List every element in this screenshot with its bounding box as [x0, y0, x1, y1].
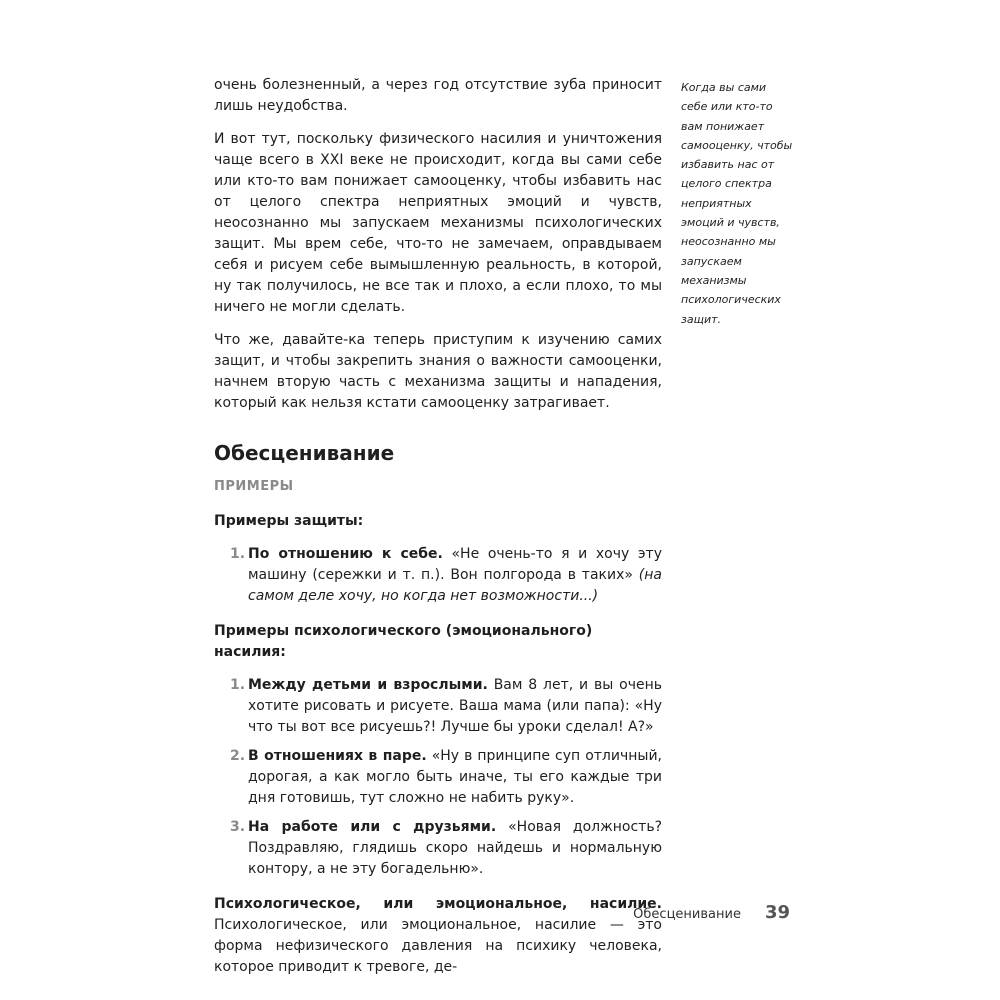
list-item-text: Вам 8 лет, и вы очень хотите рисовать и рисуете. Ваша мама (или папа): «Ну что ты вот все рисуешь?! Лучше бы уроки сделал! А?» — [248, 677, 663, 735]
violence-examples-list — [214, 675, 662, 880]
list-item-number: 3. — [230, 819, 246, 835]
page-footer — [520, 902, 790, 923]
examples-subheading: ПРИМЕРЫ — [214, 479, 294, 494]
defense-examples-label: Примеры защиты: — [214, 513, 364, 529]
body-paragraph-2: И вот тут, поскольку физического насилия и уничтожения чаще всего в XXI веке не происходит, когда вы сами себе или кто-то вам понижает самооценку, чтобы избавить нас от целого спектра неприятных эмоций и чувств, неосознанно мы запускаем механизмы психологических защит. Мы врем себе, что-то не замечаем, оправдываем себя и рисуем себе вымышленную реальность, в которой, ну так получилось, не все так и плохо, а если плохо, то мы ничего не могли сделать. — [214, 131, 662, 315]
list-item-lead: Между детьми и взрослыми. — [248, 677, 488, 693]
list-item-number: 1. — [230, 546, 246, 562]
page-number: 39 — [764, 902, 790, 923]
section-title: Обесценивание — [214, 441, 395, 465]
list-item — [214, 544, 662, 607]
list-item — [214, 675, 662, 738]
definition-text: Психологическое, или эмоциональное, насилие — это форма нефизического давления на психику человека, которое приводит к тревоге, де- — [214, 917, 662, 975]
violence-examples-label: Примеры психологического (эмоционального) насилия: — [214, 623, 593, 660]
list-item-number: 2. — [230, 748, 246, 764]
list-item-lead: По отношению к себе. — [248, 546, 443, 562]
list-item-lead: На работе или с друзьями. — [248, 819, 497, 835]
list-item-lead: В отношениях в паре. — [248, 748, 427, 764]
list-item-text: «Новая должность? Поздравляю, глядишь скоро найдешь и нормальную контору, а не эту богадельню». — [248, 819, 662, 877]
main-text-column — [214, 75, 662, 990]
margin-note: Когда вы сами себе или кто-то вам понижает самооценку, чтобы избавить нас от целого спектра неприятных эмоций и чувств, неосознанно мы запускаем механизмы психологических защит. — [681, 81, 793, 326]
defense-examples-list — [214, 544, 662, 607]
definition-term: Психологическое, или эмоциональное, насилие. — [214, 896, 662, 912]
list-item-text: «Ну в принципе суп отличный, дорогая, а как могло быть иначе, ты его каждые три дня готовишь, тут сложно не набить руку». — [248, 748, 662, 806]
running-title: Обесценивание — [633, 907, 741, 922]
list-item — [214, 817, 662, 880]
list-item — [214, 746, 662, 809]
body-paragraph-3: Что же, давайте-ка теперь приступим к изучению самих защит, и чтобы закрепить знания о важности самооценки, начнем вторую часть с механизма защиты и нападения, который как нельзя кстати самооценку затрагивает. — [214, 332, 662, 411]
list-item-italic-note: (на самом деле хочу, но когда нет возможности...) — [248, 567, 662, 604]
list-item-text: «Не очень-то я и хочу эту машину (сережки и т. п.). Вон полгорода в таких» — [248, 546, 662, 583]
list-item-number: 1. — [230, 677, 246, 693]
body-paragraph-1: очень болезненный, а через год отсутствие зуба приносит лишь неудобства. — [214, 77, 662, 114]
